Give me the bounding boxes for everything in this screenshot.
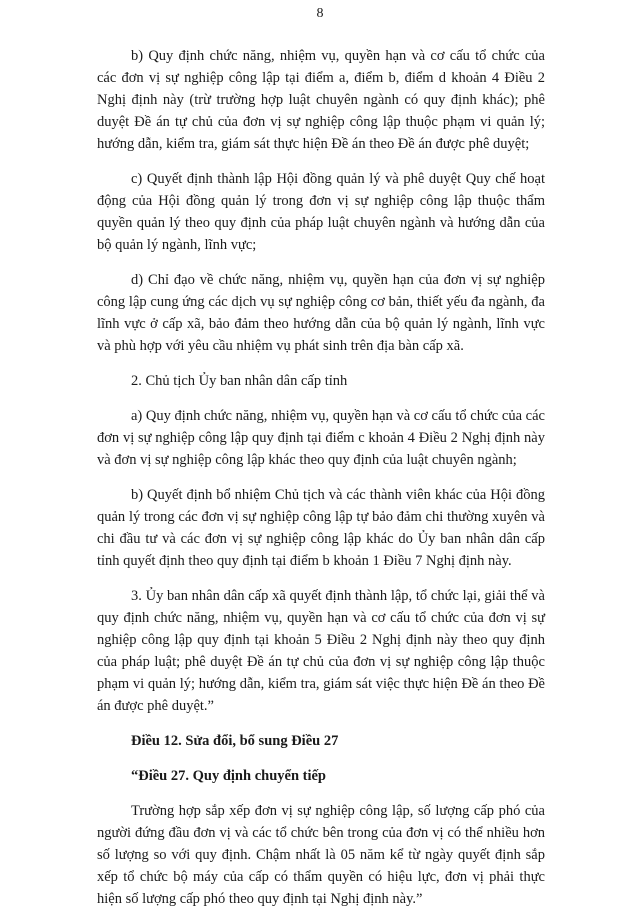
paragraph-2a: a) Quy định chức năng, nhiệm vụ, quyền hạn và cơ cấu tổ chức của các đơn vị sự nghiệp công lập quy định tại điểm c khoản 4 Điều 2 Nghị định này và đơn vị sự nghiệp công lập khác theo quy định của luật chuyên ngành; — [97, 408, 545, 468]
article-27-body: Trường hợp sắp xếp đơn vị sự nghiệp công lập, số lượng cấp phó của người đứng đầu đơn vị và các tổ chức bên trong của đơn vị có thể nhiều hơn số lượng so với quy định. Chậm nhất là 05 năm kể từ ngày quyết định sắp xếp tổ chức bộ máy của cấp có thẩm quyền có hiệu lực, đơn vị phải thực hiện số lượng cấp phó theo quy định tại Nghị định này.” — [97, 803, 545, 907]
article-27-heading: “Điều 27. Quy định chuyển tiếp — [131, 768, 326, 784]
paragraph-section-3: 3. Ủy ban nhân dân cấp xã quyết định thành lập, tổ chức lại, giải thể và quy định chức năng, nhiệm vụ, quyền hạn và cơ cấu tổ chức của đơn vị sự nghiệp công lập quy định tại khoản 5 Điều 2 Nghị định này theo quy định của pháp luật; phê duyệt Đề án tự chủ của đơn vị sự nghiệp công lập thuộc phạm vi quản lý; hướng dẫn, kiểm tra, giám sát việc thực hiện Đề án theo Đề án được phê duyệt.” — [97, 588, 545, 714]
paragraph-2b: b) Quyết định bổ nhiệm Chủ tịch và các thành viên khác của Hội đồng quản lý trong các đơn vị sự nghiệp công lập tự bảo đảm chi thường xuyên và chi đầu tư và các đơn vị sự nghiệp công lập khác do Ủy ban nhân dân cấp tỉnh quyết định theo quy định tại điểm b khoản 1 Điều 7 Nghị định này. — [97, 487, 545, 569]
paragraph-section-2: 2. Chủ tịch Ủy ban nhân dân cấp tỉnh — [131, 373, 348, 389]
document-body — [97, 45, 545, 923]
paragraph-1d: d) Chỉ đạo về chức năng, nhiệm vụ, quyền hạn của đơn vị sự nghiệp công lập cung ứng các dịch vụ sự nghiệp công cơ bản, thiết yếu đa ngành, đa lĩnh vực ở cấp xã, bảo đảm theo hướng dẫn của bộ quản lý ngành, lĩnh vực và phù hợp với yêu cầu nhiệm vụ phát sinh trên địa bàn cấp xã. — [97, 272, 545, 354]
page-number: 8 — [316, 6, 324, 21]
paragraph-1c: c) Quyết định thành lập Hội đồng quản lý và phê duyệt Quy chế hoạt động của Hội đồng quản lý trong đơn vị sự nghiệp công lập thuộc thẩm quyền quản lý theo quy định của pháp luật chuyên ngành và hướng dẫn của bộ quản lý ngành, lĩnh vực; — [97, 171, 545, 253]
paragraph-1b: b) Quy định chức năng, nhiệm vụ, quyền hạn và cơ cấu tổ chức của các đơn vị sự nghiệp công lập tại điểm a, điểm b, điểm d khoản 4 Điều 2 Nghị định này (trừ trường hợp luật chuyên ngành có quy định khác); phê duyệt Đề án tự chủ của đơn vị sự nghiệp công lập thuộc phạm vi quản lý; hướng dẫn, kiểm tra, giám sát thực hiện Đề án theo Đề án được phê duyệt; — [97, 48, 545, 152]
article-12-heading: Điều 12. Sửa đổi, bổ sung Điều 27 — [131, 733, 339, 749]
